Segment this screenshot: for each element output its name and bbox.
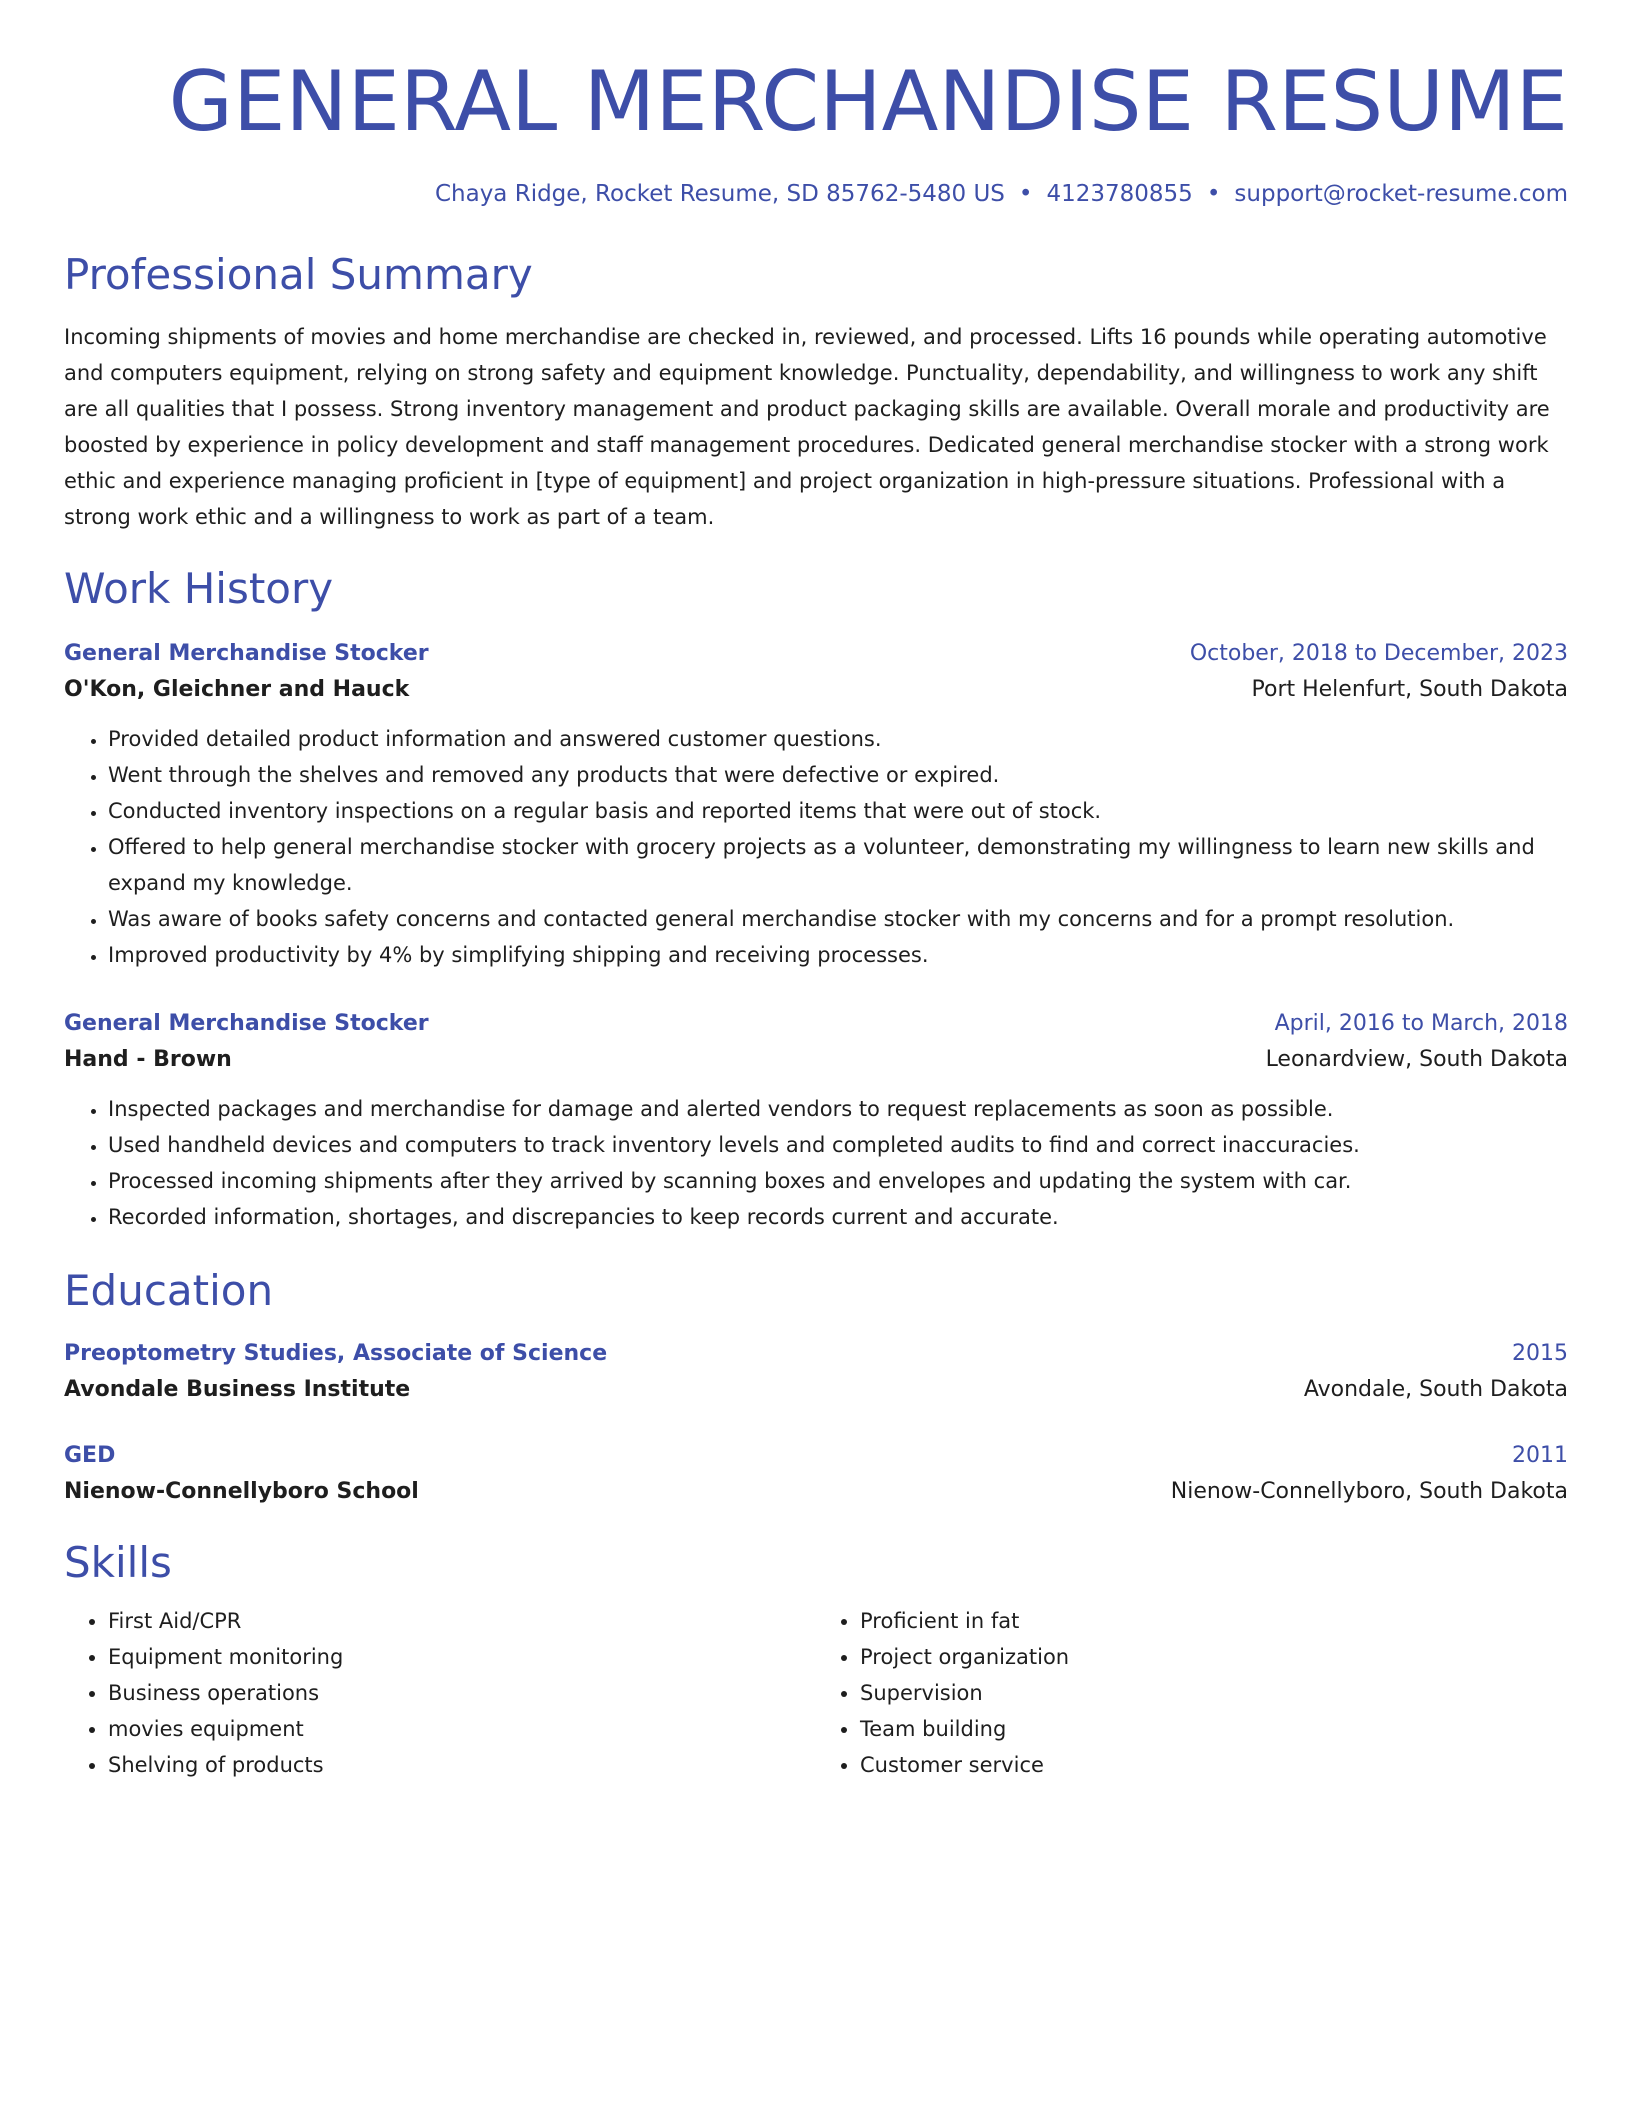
contact-email: support@rocket-resume.com bbox=[1234, 181, 1568, 207]
job-bullet: • Used handheld devices and computers to track inventory levels and completed audits to find and correct inaccuracies. bbox=[108, 1127, 1568, 1163]
summary-text: Incoming shipments of movies and home merchandise are checked in, reviewed, and processed. Lifts 16 pounds while operating automotive and computers equipment, relying on strong safety and equipment knowledge. Punctuality, dependability, and willingness to work any shift are all qualities that I possess. Strong inventory management and product packaging skills are available. Overall morale and productivity are boosted by experience in policy development and staff management procedures. Dedicated general merchandise stocker with a strong work ethic and experience managing proficient in [type of equipment] and project organization in high-pressure situations. Professional with a strong work ethic and a willingness to work as part of a team. bbox=[64, 325, 1550, 529]
contact-address: Chaya Ridge, Rocket Resume, SD 85762-5480 US bbox=[434, 181, 1005, 207]
job-bullet: • Was aware of books safety concerns and contacted general merchandise stocker with my concerns and for a prompt resolution. bbox=[108, 901, 1568, 937]
job-entry bbox=[64, 1007, 1568, 1235]
job-bullets bbox=[64, 721, 1568, 973]
job-title: General Merchandise Stocker bbox=[64, 641, 429, 666]
contact-phone: 4123780855 bbox=[1046, 181, 1193, 207]
job-title: General Merchandise Stocker bbox=[64, 1011, 429, 1036]
skill-item: • Equipment monitoring bbox=[108, 1639, 816, 1675]
contact-separator: • bbox=[1206, 181, 1221, 207]
education-degree: GED bbox=[64, 1443, 116, 1468]
job-header-row bbox=[64, 1007, 1568, 1041]
skills-list-left bbox=[64, 1603, 816, 1783]
skills-columns bbox=[64, 1603, 1568, 1783]
education-school: Avondale Business Institute bbox=[64, 1377, 411, 1402]
section-title-summary: Professional Summary bbox=[64, 250, 533, 299]
education-school-row bbox=[64, 1473, 1568, 1511]
job-location: Port Helenfurt, South Dakota bbox=[1251, 677, 1568, 702]
job-employer-row bbox=[64, 1041, 1568, 1079]
job-header-row bbox=[64, 637, 1568, 671]
education-location: Nienow-Connellyboro, South Dakota bbox=[1170, 1479, 1568, 1504]
skill-item: • movies equipment bbox=[108, 1711, 816, 1747]
contact-line bbox=[64, 178, 1568, 210]
skills-list-right bbox=[816, 1603, 1568, 1783]
skill-item: • Business operations bbox=[108, 1675, 816, 1711]
education-degree: Preoptometry Studies, Associate of Science bbox=[64, 1341, 608, 1366]
job-dates: October, 2018 to December, 2023 bbox=[1189, 641, 1568, 666]
job-bullet: • Inspected packages and merchandise for damage and alerted vendors to request replacements as soon as possible. bbox=[108, 1091, 1568, 1127]
job-bullet: • Improved productivity by 4% by simplifying shipping and receiving processes. bbox=[108, 937, 1568, 973]
contact-separator: • bbox=[1018, 181, 1033, 207]
education-entry bbox=[64, 1439, 1568, 1511]
job-bullet: • Recorded information, shortages, and discrepancies to keep records current and accurate. bbox=[108, 1199, 1568, 1235]
education-year: 2015 bbox=[1512, 1341, 1568, 1366]
skill-item: • Supervision bbox=[860, 1675, 1568, 1711]
job-bullet: • Processed incoming shipments after they arrived by scanning boxes and envelopes and updating the system with car. bbox=[108, 1163, 1568, 1199]
skill-item: • First Aid/CPR bbox=[108, 1603, 816, 1639]
job-location: Leonardview, South Dakota bbox=[1265, 1047, 1568, 1072]
section-title-education: Education bbox=[64, 1266, 274, 1315]
skill-item: • Project organization bbox=[860, 1639, 1568, 1675]
education-school: Nienow-Connellyboro School bbox=[64, 1479, 419, 1504]
education-year: 2011 bbox=[1512, 1443, 1568, 1468]
resume-title: GENERAL MERCHANDISE RESUME bbox=[168, 53, 1568, 150]
skill-item: • Shelving of products bbox=[108, 1747, 816, 1783]
education-header-row bbox=[64, 1439, 1568, 1473]
job-employer: O'Kon, Gleichner and Hauck bbox=[64, 677, 410, 702]
job-dates: April, 2016 to March, 2018 bbox=[1274, 1011, 1568, 1036]
job-bullet: • Offered to help general merchandise stocker with grocery projects as a volunteer, demonstrating my willingness to learn new skills and expand my knowledge. bbox=[108, 829, 1568, 901]
skill-item: • Proficient in fat bbox=[860, 1603, 1568, 1639]
education-location: Avondale, South Dakota bbox=[1303, 1377, 1568, 1402]
job-employer: Hand - Brown bbox=[64, 1047, 232, 1072]
section-title-work-history: Work History bbox=[64, 564, 334, 613]
job-bullet: • Conducted inventory inspections on a regular basis and reported items that were out of stock. bbox=[108, 793, 1568, 829]
section-title-skills: Skills bbox=[64, 1538, 172, 1587]
education-header-row bbox=[64, 1337, 1568, 1371]
job-entry bbox=[64, 637, 1568, 973]
job-bullets bbox=[64, 1091, 1568, 1235]
job-employer-row bbox=[64, 671, 1568, 709]
job-bullet: • Provided detailed product information and answered customer questions. bbox=[108, 721, 1568, 757]
education-entry bbox=[64, 1337, 1568, 1409]
skill-item: • Team building bbox=[860, 1711, 1568, 1747]
skill-item: • Customer service bbox=[860, 1747, 1568, 1783]
education-school-row bbox=[64, 1371, 1568, 1409]
job-bullet: • Went through the shelves and removed any products that were defective or expired. bbox=[108, 757, 1568, 793]
